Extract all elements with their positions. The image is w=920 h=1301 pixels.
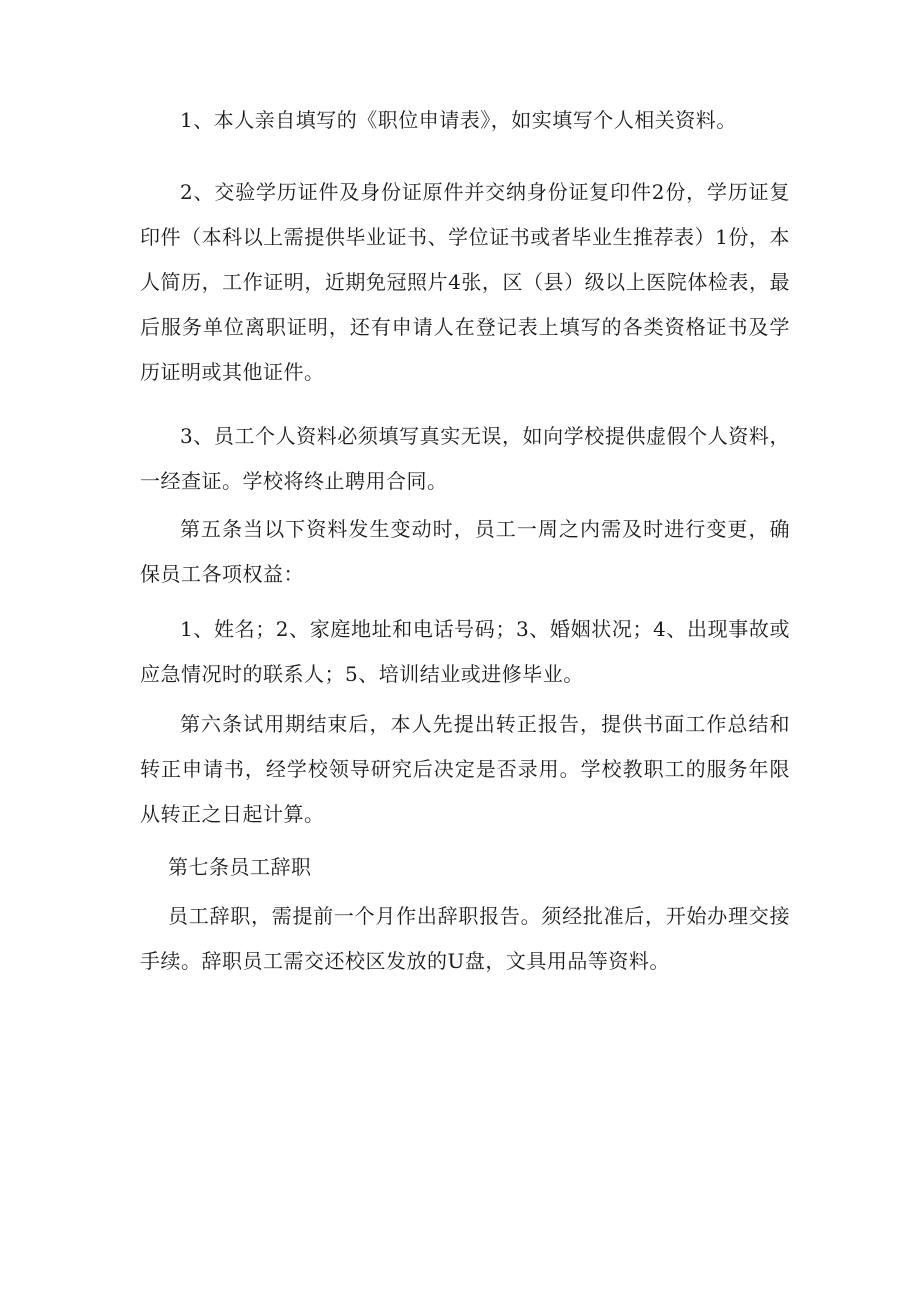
paragraph-article-six: 第六条试用期结束后，本人先提出转正报告，提供书面工作总结和转正申请书，经学校领导研究后决定是否录用。学校教职工的服务年限从转正之日起计算。 — [140, 712, 790, 826]
paragraph-article-five: 第五条当以下资料发生变动时，员工一周之内需及时进行变更，确保员工各项权益： — [140, 517, 790, 586]
paragraph-document-verification: 2、交验学历证件及身份证原件并交纳身份证复印件2份，学历证复印件（本科以上需提供毕业证书、学位证书或者毕业生推荐表）1份，本人简历，工作证明，近期免冠照片4张，区（县）级以上医院体检表，最后服务单位离职证明，还有申请人在登记表上填写的各类资格证书及学历证明或其他证件。 — [140, 180, 790, 384]
paragraph-resignation-procedure: 员工辞职，需提前一个月作出辞职报告。须经批准后，开始办理交接手续。辞职员工需交还校区发放的U盘，文具用品等资料。 — [140, 904, 790, 973]
section-heading-resignation: 第七条员工辞职 — [168, 855, 312, 879]
paragraph-application-form: 1、本人亲自填写的《职位申请表》，如实填写个人相关资料。 — [180, 108, 737, 132]
paragraph-change-items: 1、姓名；2、家庭地址和电话号码；3、婚姻状况；4、出现事故或应急情况时的联系人；5、培训结业或进修毕业。 — [140, 617, 790, 686]
paragraph-truthful-information: 3、员工个人资料必须填写真实无误，如向学校提供虚假个人资料，一经查证。学校将终止聘用合同。 — [140, 424, 790, 493]
